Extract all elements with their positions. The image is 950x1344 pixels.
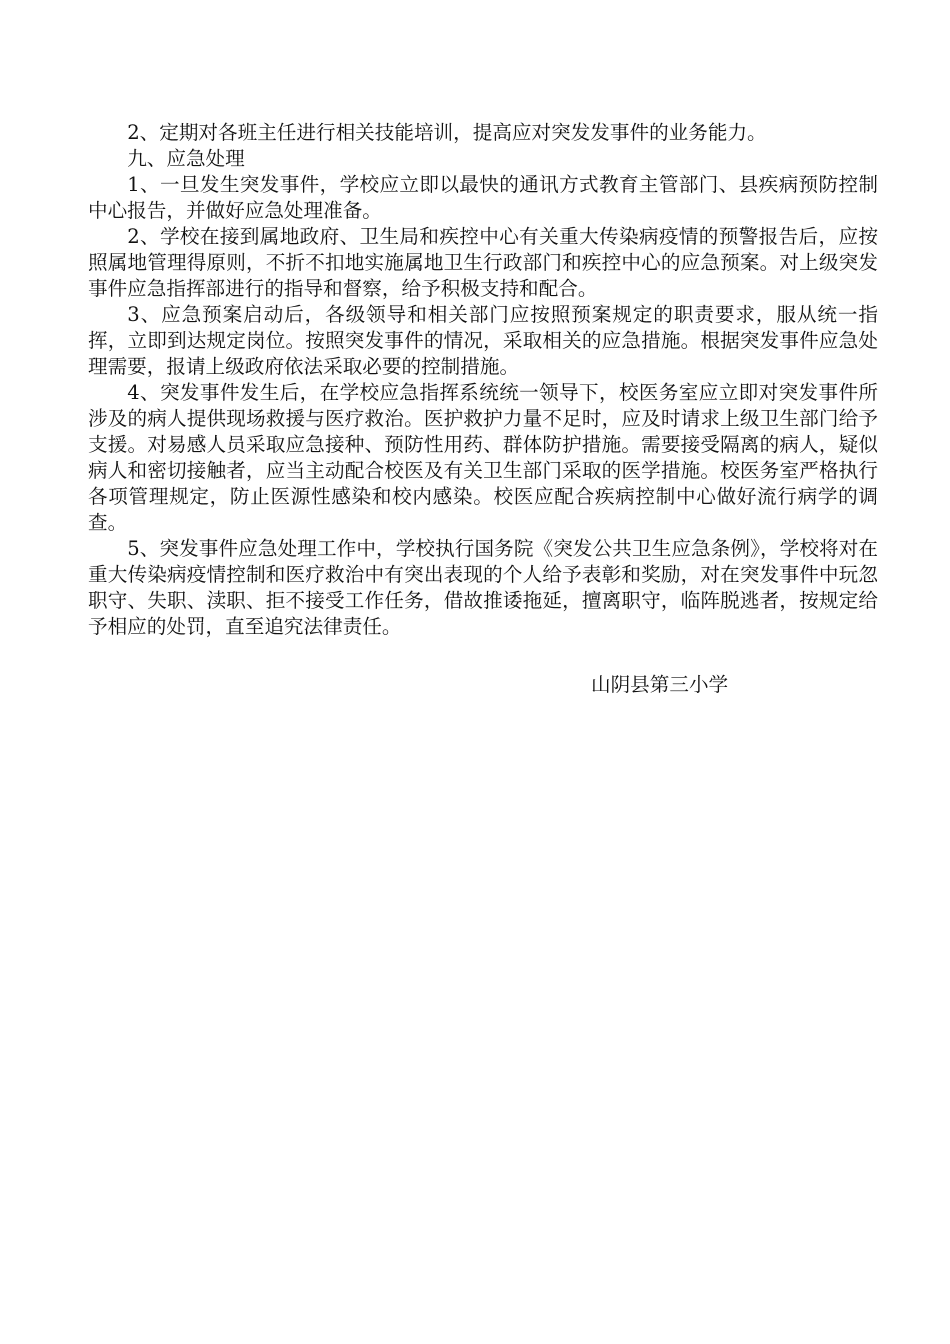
paragraph-medical: 4、突发事件发生后，在学校应急指挥系统统一领导下，校医务室应立即对突发事件所涉及的病人提供现场救援与医疗救治。医护救护力量不足时，应及时请求上级卫生部门给予支援。对易感人员采取应急接种、预防性用药、群体防护措施。需要接受隔离的病人，疑似病人和密切接触者，应当主动配合校医及有关卫生部门采取的医学措施。校医务室严格执行各项管理规定，防止医源性感染和校内感染。校医应配合疾病控制中心做好流行病学的调查。: [88, 381, 878, 534]
paragraph-responsibility: 5、突发事件应急处理工作中，学校执行国务院《突发公共卫生应急条例》，学校将对在重大传染病疫情控制和医疗救治中有突出表现的个人给予表彰和奖励，对在突发事件中玩忽职守、失职、渎职、拒不接受工作任务，借故推诿拖延，擅离职守，临阵脱逃者，按规定给予相应的处罚，直至追究法律责任。: [88, 537, 878, 638]
document-body: [88, 120, 878, 640]
paragraph-report: 1、一旦发生突发事件，学校应立即以最快的通讯方式教育主管部门、县疾病预防控制中心报告，并做好应急处理准备。: [88, 173, 878, 222]
signature-school-name: 山阴县第三小学: [591, 673, 729, 696]
section-heading-emergency: 九、应急处理: [127, 147, 245, 170]
paragraph-training: 2、定期对各班主任进行相关技能培训，提高应对突发发事件的业务能力。: [127, 121, 767, 144]
paragraph-warning: 2、学校在接到属地政府、卫生局和疾控中心有关重大传染病疫情的预警报告后，应按照属地管理得原则，不折不扣地实施属地卫生行政部门和疾控中心的应急预案。对上级突发事件应急指挥部进行的指导和督察，给予积极支持和配合。: [88, 225, 878, 300]
paragraph-plan-start: 3、应急预案启动后，各级领导和相关部门应按照预案规定的职责要求，服从统一指挥，立即到达规定岗位。按照突发事件的情况，采取相关的应急措施。根据突发事件应急处理需要，报请上级政府依法采取必要的控制措施。: [88, 303, 878, 378]
